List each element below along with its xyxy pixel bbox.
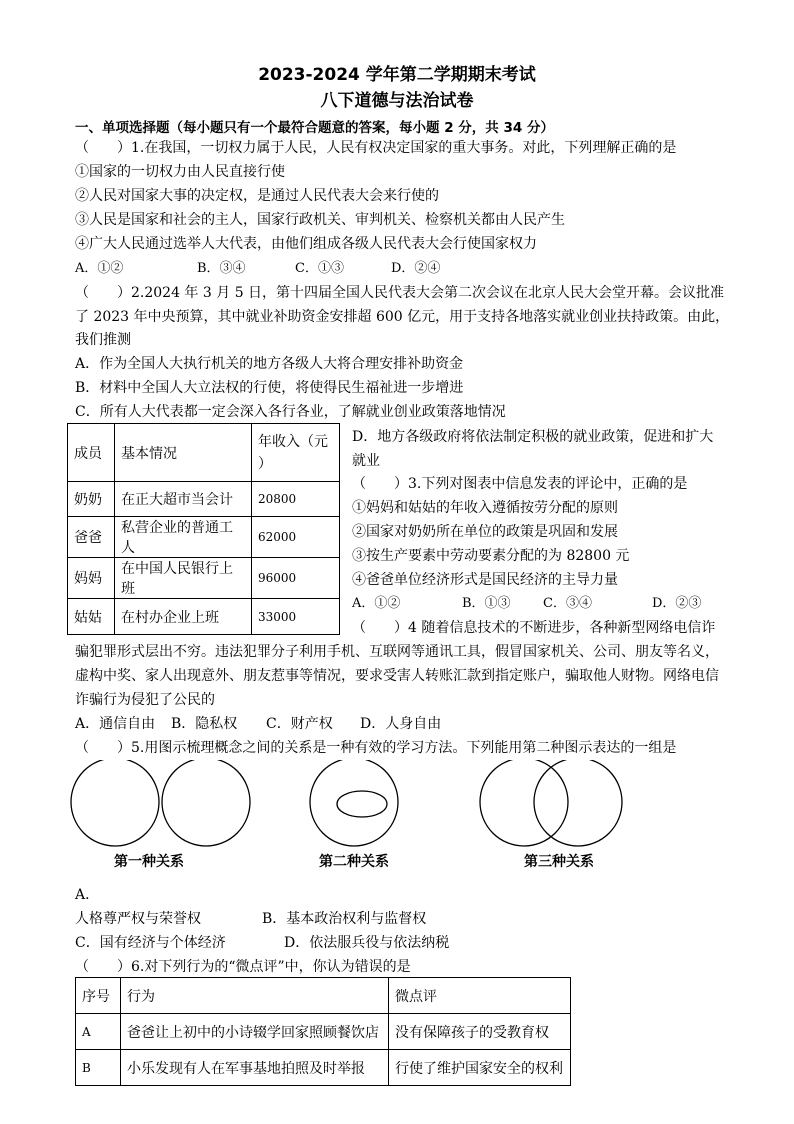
q4-option-d[interactable]: D．人身自由 <box>360 716 442 732</box>
q5-stem: （ ）5.用图示梳理概念之间的关系是一种有效的学习方法。下列能用第二种图示表达的一组是 <box>75 740 677 756</box>
table-header-cell: 微点评 <box>389 978 571 1014</box>
table-cell: 姑姑 <box>68 599 115 635</box>
q1-option-a[interactable]: A．①② <box>75 261 124 276</box>
table-header-cell: 年收入（元 ） <box>252 424 340 482</box>
table-cell: 小乐发现有人在军事基地拍照及时举报 <box>121 1050 389 1086</box>
table-cell: 行使了维护国家安全的权利 <box>389 1050 571 1086</box>
table-row <box>76 1050 571 1086</box>
table-cell: 妈妈 <box>68 558 115 599</box>
table-header-row <box>76 978 571 1014</box>
q2-option-d[interactable]: D．地方各级政府将依法制定积极的就业政策，促进和扩大 <box>352 429 714 445</box>
table-header-cell: 序号 <box>76 978 121 1014</box>
diagram-label-3: 第三种关系 <box>524 854 594 870</box>
table-cell: 96000 <box>252 558 340 599</box>
diagram-inclusion <box>310 760 398 846</box>
circle-left <box>480 760 568 846</box>
q4-stem: 虚构中奖、家人出现意外、朋友惹事等情况，要求受害人转账汇款到指定账户，骗取他人财物。网络电信 <box>75 668 719 684</box>
q5-option-d[interactable]: D．依法服兵役与依法纳税 <box>284 935 450 951</box>
q1-item: ③人民是国家和社会的主人，国家行政机关、审判机关、检察机关都由人民产生 <box>75 212 565 228</box>
circle-right <box>534 760 622 846</box>
q2-option-d-cont: 就业 <box>352 453 380 469</box>
q3-item: ①妈妈和姑姑的年收入遵循按劳分配的原则 <box>352 500 618 516</box>
q1-stem: （ ）1.在我国，一切权力属于人民，人民有权决定国家的重大事务。对此，下列理解正确的是 <box>75 140 677 156</box>
table-cell: 20800 <box>252 482 340 517</box>
table-row <box>76 1014 571 1050</box>
exam-subtitle: 八下道德与法治试卷 <box>320 91 474 111</box>
q6-stem: （ ）6.对下列行为的“微点评”中，你认为错误的是 <box>75 959 411 975</box>
q3-item: ③按生产要素中劳动要素分配的为 82800 元 <box>352 548 630 564</box>
table-row <box>68 558 340 599</box>
ellipse-inner <box>337 791 387 817</box>
table-cell: 在村办企业上班 <box>115 599 252 635</box>
comment-table <box>75 977 571 1086</box>
relationship-diagrams <box>0 760 794 856</box>
q3-option-b[interactable]: B．①③ <box>462 596 511 611</box>
circle-right <box>162 760 250 846</box>
q2-option-b[interactable]: B．材料中全国人大立法权的行使，将使得民生福祉进一步增进 <box>75 380 464 396</box>
q4-stem: 骗犯罪形式层出不穷。违法犯罪分子利用手机、互联网等通讯工具，假冒国家机关、公司、朋友等名义， <box>75 644 719 660</box>
table-cell: 爸爸 <box>68 517 115 558</box>
q1-item: ①国家的一切权力由人民直接行使 <box>75 164 285 180</box>
q4-stem: （ ）4 随着信息技术的不断进步，各种新型网络电信诈 <box>352 620 716 636</box>
q4-stem: 诈骗行为侵犯了公民的 <box>75 692 215 708</box>
diagram-label-2: 第二种关系 <box>319 854 389 870</box>
q2-option-a[interactable]: A．作为全国人大执行机关的地方各级人大将合理安排补助资金 <box>75 356 464 372</box>
q1-item: ②人民对国家大事的决定权，是通过人民代表大会来行使的 <box>75 188 439 204</box>
table-cell: 在中国人民银行上班 <box>115 558 252 599</box>
q2-stem: （ ）2.2024 年 3 月 5 日，第十四届全国人民代表大会第二次会议在北京人民大会堂开幕。会议批准 <box>75 285 725 301</box>
table-cell: 33000 <box>252 599 340 635</box>
q3-item: ④爸爸单位经济形式是国民经济的主导力量 <box>352 572 618 588</box>
q5-option-a[interactable]: 人格尊严权与荣誉权 <box>75 911 201 927</box>
q3-stem: （ ）3.下列对图表中信息发表的评论中，正确的是 <box>352 476 688 492</box>
q4-option-a[interactable]: A．通信自由 <box>75 716 156 732</box>
q3-option-c[interactable]: C．③④ <box>543 596 592 611</box>
q5-option-b[interactable]: B．基本政治权利与监督权 <box>262 911 427 927</box>
table-cell: B <box>76 1050 121 1086</box>
q1-option-c[interactable]: C．①③ <box>295 261 344 276</box>
q5-option-a-mark[interactable]: A． <box>75 887 100 903</box>
q2-stem: 了 2023 年中央预算，其中就业补助资金安排超 600 亿元，用于支持各地落实就业创业扶持政策。由此， <box>75 309 730 325</box>
table-row <box>68 599 340 635</box>
q3-option-a[interactable]: A．①② <box>352 596 401 611</box>
table-header-cell: 基本情况 <box>115 424 252 482</box>
q1-item: ④广大人民通过选举人大代表，由他们组成各级人民代表大会行使国家权力 <box>75 236 537 252</box>
income-table <box>67 423 340 635</box>
table-cell: A <box>76 1014 121 1050</box>
q3-item: ②国家对奶奶所在单位的政策是巩固和发展 <box>352 524 618 540</box>
q3-option-d[interactable]: D．②③ <box>652 596 702 611</box>
circle-left <box>71 760 159 846</box>
q2-option-c[interactable]: C．所有人大代表都一定会深入各行各业，了解就业创业政策落地情况 <box>75 404 506 420</box>
table-header-row <box>68 424 340 482</box>
diagram-label-1: 第一种关系 <box>114 854 184 870</box>
q4-option-c[interactable]: C．财产权 <box>266 716 333 732</box>
q2-stem: 我们推测 <box>75 332 131 348</box>
q1-option-b[interactable]: B．③④ <box>197 261 246 276</box>
table-row <box>68 482 340 517</box>
q5-option-c[interactable]: C．国有经济与个体经济 <box>75 935 226 951</box>
table-cell: 在正大超市当会计 <box>115 482 252 517</box>
section-heading: 一、单项选择题（每小题只有一个最符合题意的答案，每小题 2 分，共 34 分） <box>75 120 554 136</box>
q4-option-b[interactable]: B．隐私权 <box>171 716 238 732</box>
q1-option-d[interactable]: D．②④ <box>391 261 441 276</box>
diagram-overlap <box>480 760 622 846</box>
table-cell: 奶奶 <box>68 482 115 517</box>
table-cell: 没有保障孩子的受教育权 <box>389 1014 571 1050</box>
diagram-separate-circles <box>71 760 250 846</box>
table-cell: 私营企业的普通工人 <box>115 517 252 558</box>
table-header-cell: 行为 <box>121 978 389 1014</box>
circle-outer <box>310 760 398 846</box>
table-cell: 爸爸让上初中的小诗辍学回家照顾餐饮店 <box>121 1014 389 1050</box>
table-cell: 62000 <box>252 517 340 558</box>
table-row <box>68 517 340 558</box>
exam-title: 2023-2024 学年第二学期期末考试 <box>258 65 536 85</box>
table-header-cell: 成员 <box>68 424 115 482</box>
